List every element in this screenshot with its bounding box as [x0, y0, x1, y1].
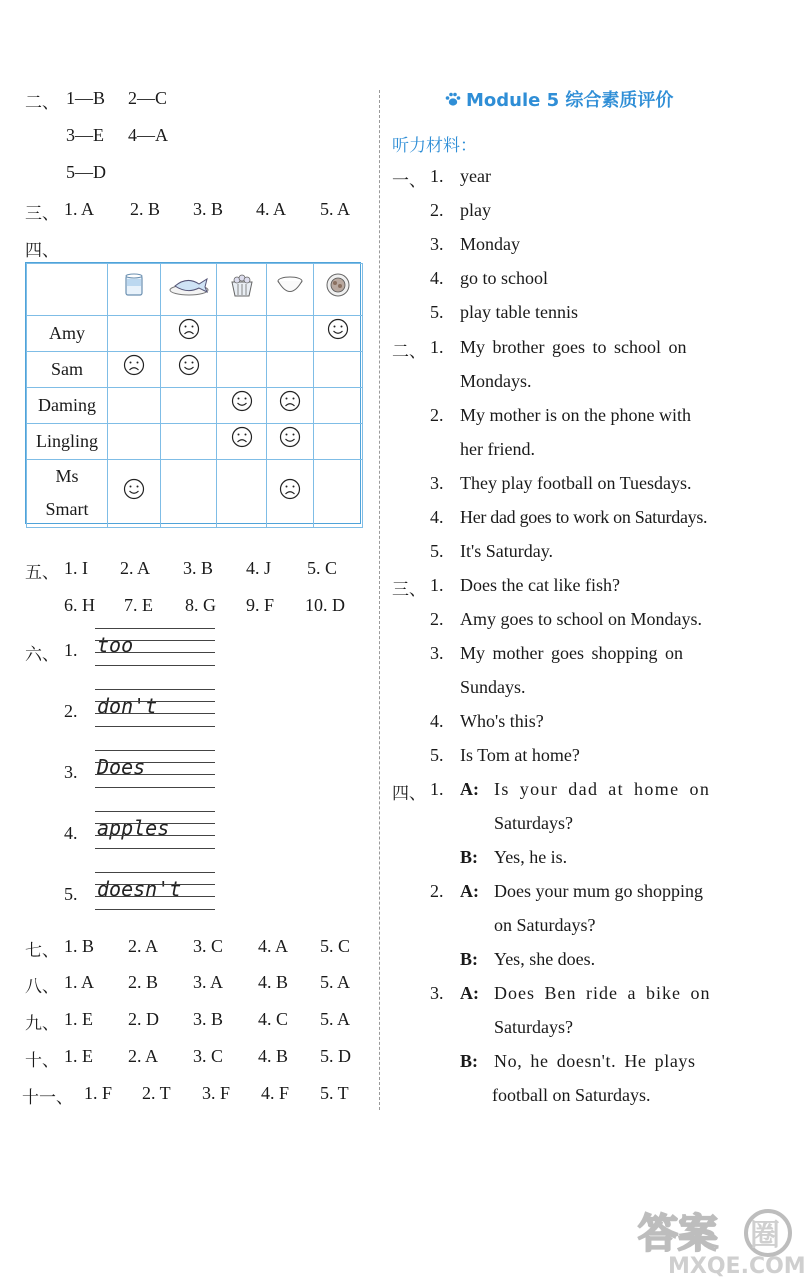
sad-face-icon: [217, 424, 267, 460]
column-divider: [379, 90, 380, 1110]
writing-line: [95, 823, 215, 824]
writing-line: [95, 884, 215, 885]
happy-face-icon: [161, 352, 217, 388]
item-number: 2.: [430, 609, 444, 629]
food-preference-table: [25, 262, 361, 524]
transcript-line: go to school: [460, 268, 548, 288]
item-number: 3.: [430, 473, 444, 493]
person-name: Lingling: [27, 424, 108, 460]
section-label-2: 二、: [392, 342, 426, 362]
transcript-line: Sundays.: [460, 677, 526, 697]
transcript-line: My mother goes shopping on: [460, 643, 683, 663]
answer-item: 7. E: [124, 595, 153, 615]
answer-item: 5. C: [307, 558, 338, 578]
item-number: 5.: [430, 745, 444, 765]
writing-line: [95, 689, 215, 690]
answer-item: 2. A: [128, 936, 159, 956]
transcript-line: Saturdays?: [494, 1017, 573, 1037]
item-number: 3.: [430, 643, 444, 663]
section-label-6: 六、: [25, 645, 59, 665]
module-title: Module 5 综合素质评价: [466, 90, 674, 111]
answer-item: 5. T: [320, 1083, 349, 1103]
writing-line: [95, 640, 215, 641]
item-number: 1.: [64, 640, 78, 660]
answer-item: 9. F: [246, 595, 275, 615]
person-name: Sam: [27, 352, 108, 388]
transcript-line: Yes, she does.: [494, 949, 596, 969]
item-number: 1.: [430, 337, 444, 357]
item-number: 3.: [430, 234, 444, 254]
section-label-3: 三、: [392, 580, 426, 600]
svg-text:MXQE.COM: MXQE.COM: [668, 1254, 806, 1277]
transcript-line: Saturdays?: [494, 813, 573, 833]
table-row: [27, 316, 363, 352]
transcript-line: They play football on Tuesdays.: [460, 473, 692, 493]
writing-line: [95, 835, 215, 836]
item-number: 5.: [430, 302, 444, 322]
transcript-line: My brother goes to school on: [460, 337, 687, 357]
writing-line: [95, 787, 215, 788]
section-label-7: 七、: [25, 941, 59, 961]
happy-face-icon: [108, 460, 161, 528]
item-number: 2.: [430, 200, 444, 220]
section-label-2: 二、: [25, 93, 59, 113]
answer-item: 4. B: [258, 972, 289, 992]
answer-item: 4. B: [258, 1046, 289, 1066]
answer-item: 3—E: [66, 125, 104, 145]
writing-line: [95, 774, 215, 775]
handwritten-answer: apples: [97, 816, 170, 840]
answer-item: 5. D: [320, 1046, 351, 1066]
writing-line: [95, 726, 215, 727]
sad-face-icon: [267, 388, 314, 424]
answer-item: 1. B: [64, 936, 95, 956]
section-label-4: 四、: [392, 784, 426, 804]
answer-item: 3. C: [193, 1046, 224, 1066]
person-name: Amy: [27, 316, 108, 352]
transcript-line: No, he doesn't. He plays: [494, 1051, 696, 1071]
item-number: 2.: [430, 405, 444, 425]
answer-item: 1—B: [66, 88, 106, 108]
speaker-label: A:: [460, 881, 479, 901]
happy-face-icon: [314, 316, 363, 352]
table-row: [27, 460, 363, 528]
table-header-row: [27, 264, 363, 316]
speaker-label: B:: [460, 1051, 478, 1071]
answer-item: 4. A: [256, 199, 287, 219]
listening-material-heading: 听力材料：: [392, 136, 477, 156]
item-number: 4.: [64, 823, 78, 843]
transcript-line: play: [460, 200, 491, 220]
happy-face-icon: [267, 424, 314, 460]
speaker-label: A:: [460, 983, 479, 1003]
item-number: 4.: [430, 268, 444, 288]
person-name: Daming: [27, 388, 108, 424]
svg-text:答案: 答案: [638, 1211, 718, 1257]
answer-item: 2. B: [128, 972, 159, 992]
section-label-5: 五、: [25, 563, 59, 583]
sad-face-icon: [108, 352, 161, 388]
transcript-line: year: [460, 166, 491, 186]
transcript-line: My mother is on the phone with: [460, 405, 691, 425]
transcript-line: Amy goes to school on Mondays.: [460, 609, 702, 629]
item-number: 3.: [430, 983, 444, 1003]
answer-item: 2. A: [120, 558, 151, 578]
watermark-logo: [628, 1205, 808, 1277]
handwritten-answer: don't: [97, 694, 158, 718]
writing-line: [95, 811, 215, 812]
handwritten-answer: Does: [97, 755, 146, 779]
section-label-8: 八、: [25, 977, 59, 997]
person-name: Ms Smart: [27, 460, 108, 528]
answer-item: 1. E: [64, 1046, 93, 1066]
speaker-label: B:: [460, 847, 478, 867]
sad-face-icon: [267, 460, 314, 528]
fish-icon: [161, 264, 217, 316]
item-number: 1.: [430, 779, 444, 799]
answer-item: 3. B: [183, 558, 214, 578]
writing-line: [95, 628, 215, 629]
transcript-line: Monday: [460, 234, 520, 254]
answer-item: 3. B: [193, 199, 224, 219]
svg-text:圈: 圈: [750, 1218, 780, 1253]
writing-line: [95, 848, 215, 849]
answer-item: 2. A: [128, 1046, 159, 1066]
section-label-9: 九、: [25, 1014, 59, 1034]
transcript-line: Who's this?: [460, 711, 544, 731]
section-label-3: 三、: [25, 204, 59, 224]
answer-item: 1. I: [64, 558, 88, 578]
item-number: 2.: [430, 881, 444, 901]
item-number: 3.: [64, 762, 78, 782]
milk-icon: [108, 264, 161, 316]
noodles-bowl-icon: [267, 264, 314, 316]
answer-item: 2. T: [142, 1083, 171, 1103]
answer-item: 4—A: [128, 125, 168, 145]
writing-line: [95, 872, 215, 873]
transcript-line: football on Saturdays.: [492, 1085, 651, 1105]
answer-item: 5—D: [66, 162, 106, 182]
transcript-line: play table tennis: [460, 302, 578, 322]
writing-line: [95, 701, 215, 702]
answer-item: 1. F: [84, 1083, 113, 1103]
transcript-line: Is your dad at home on: [494, 779, 711, 799]
transcript-line: Does your mum go shopping: [494, 881, 703, 901]
writing-line: [95, 750, 215, 751]
writing-line: [95, 665, 215, 666]
answer-item: 6. H: [64, 595, 95, 615]
answer-item: 8. G: [185, 595, 216, 615]
answer-item: 5. C: [320, 936, 351, 956]
transcript-line: Is Tom at home?: [460, 745, 580, 765]
transcript-line: Her dad goes to work on Saturdays.: [460, 507, 708, 527]
answer-item: 4. C: [258, 1009, 289, 1029]
transcript-line: on Saturdays?: [494, 915, 596, 935]
section-label-1: 一、: [392, 171, 426, 191]
item-number: 4.: [430, 711, 444, 731]
section-label-10: 十、: [25, 1051, 59, 1071]
transcript-line: Yes, he is.: [494, 847, 568, 867]
answer-item: 5. A: [320, 972, 351, 992]
table-row: [27, 352, 363, 388]
transcript-line: her friend.: [460, 439, 535, 459]
item-number: 5.: [64, 884, 78, 904]
writing-line: [95, 909, 215, 910]
answer-item: 3. C: [193, 936, 224, 956]
answer-item: 10. D: [305, 595, 345, 615]
meat-plate-icon: [314, 264, 363, 316]
answer-item: 4. F: [261, 1083, 290, 1103]
answer-item: 5. A: [320, 199, 351, 219]
handwritten-answer: too: [97, 633, 134, 657]
answer-item: 2. B: [130, 199, 161, 219]
item-number: 2.: [64, 701, 78, 721]
answer-item: 5. A: [320, 1009, 351, 1029]
item-number: 5.: [430, 541, 444, 561]
speaker-label: B:: [460, 949, 478, 969]
table-row: [27, 424, 363, 460]
transcript-line: It's Saturday.: [460, 541, 554, 561]
answer-item: 1. E: [64, 1009, 93, 1029]
sad-face-icon: [161, 316, 217, 352]
handwritten-answer: doesn't: [97, 877, 182, 901]
table-row: [27, 388, 363, 424]
answer-item: 2—C: [128, 88, 168, 108]
answer-item: 3. B: [193, 1009, 224, 1029]
answer-item: 2. D: [128, 1009, 159, 1029]
paw-icon: [444, 91, 462, 112]
transcript-line: Does Ben ride a bike on: [494, 983, 711, 1003]
speaker-label: A:: [460, 779, 479, 799]
writing-line: [95, 896, 215, 897]
rice-basket-icon: [217, 264, 267, 316]
transcript-line: Does the cat like fish?: [460, 575, 620, 595]
writing-line: [95, 652, 215, 653]
answer-item: 1. A: [64, 199, 95, 219]
item-number: 1.: [430, 575, 444, 595]
transcript-line: Mondays.: [460, 371, 532, 391]
section-label-11: 十一、: [22, 1088, 73, 1108]
answer-item: 1. A: [64, 972, 95, 992]
writing-line: [95, 762, 215, 763]
answer-item: 3. A: [193, 972, 224, 992]
happy-face-icon: [217, 388, 267, 424]
answer-item: 4. A: [258, 936, 289, 956]
writing-line: [95, 713, 215, 714]
item-number: 1.: [430, 166, 444, 186]
answer-item: 3. F: [202, 1083, 231, 1103]
item-number: 4.: [430, 507, 444, 527]
table-corner-cell: [27, 264, 108, 316]
answer-item: 4. J: [246, 558, 272, 578]
section-label-4: 四、: [25, 241, 59, 261]
